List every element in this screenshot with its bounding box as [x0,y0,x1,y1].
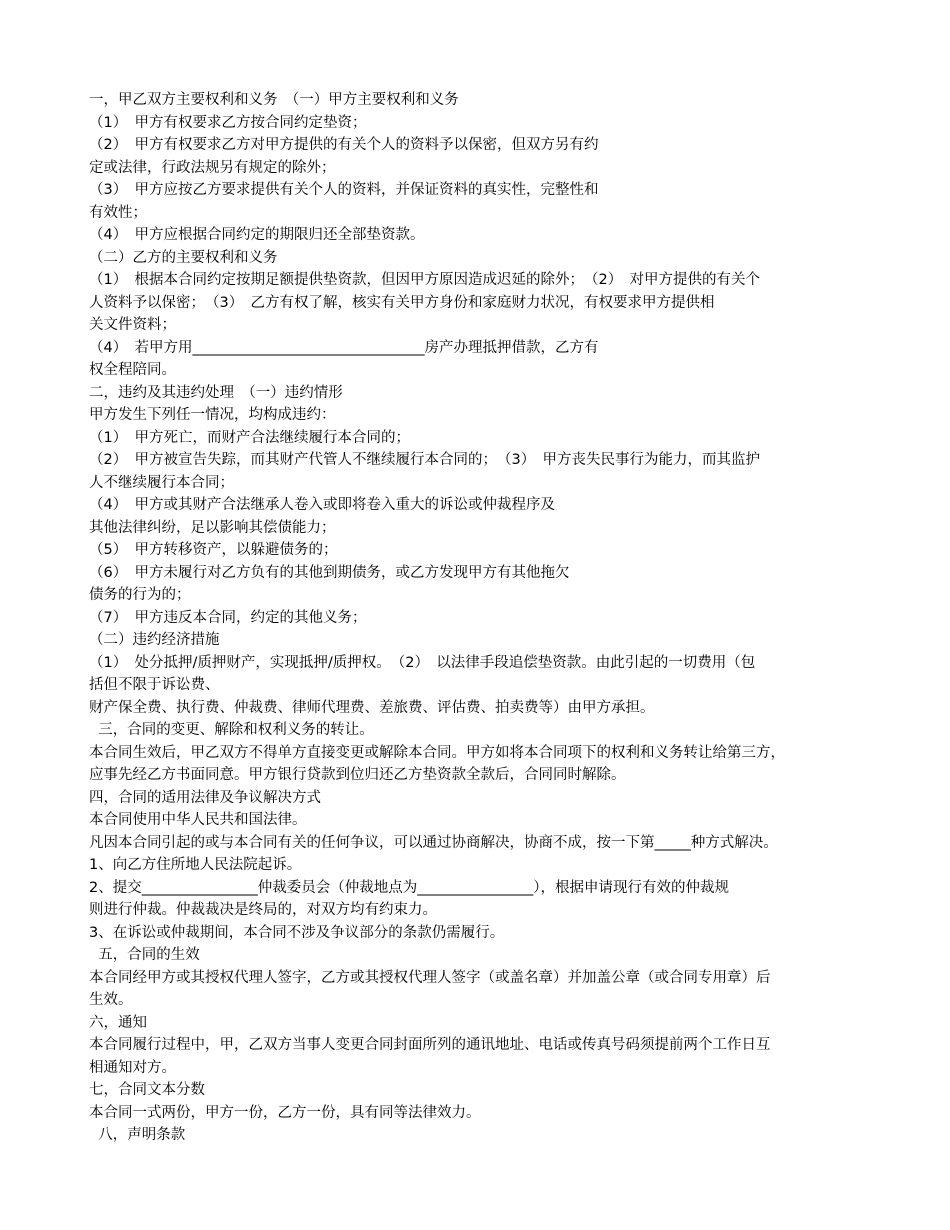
clause-line: 有效性； [89,204,147,221]
clause-line: 本合同生效后，甲乙双方不得单方直接变更或解除本合同。甲方如将本合同项下的权利和义务转让给第三方， [89,744,785,761]
clause-line: （7） 甲方违反本合同，约定的其他义务； [89,609,367,626]
clause-line: 本合同履行过程中，甲，乙双方当事人变更合同封面所列的通讯地址、电话或传真号码须提前两个工作日互 [89,1037,771,1053]
clause-line: （2） 甲方有权要求乙方对甲方提供的有关个人的资料予以保密，但双方另有约 [89,137,599,153]
clause-line: 应事先经乙方书面同意。甲方银行贷款到位归还乙方垫资款全款后，合同同时解除。 [89,767,626,783]
clause-line: （2） 甲方被宣告失踪，而其财产代管人不继续履行本合同的； （3） 甲方丧失民事行为能力，而其监护 [89,452,760,468]
clause-line: 1、向乙方住所地人民法院起诉。 [89,857,302,873]
clause-line: 括但不限于诉讼费、 [89,677,220,693]
section-heading: 一，甲乙双方主要权利和义务 （一）甲方主要权利和义务 [89,92,459,108]
clause-line: 人不继续履行本合同； [89,474,234,491]
clause-line: （6） 甲方未履行对乙方负有的其他到期债务，或乙方发现甲方有其他拖欠 [89,564,570,581]
clause-line: （1） 处分抵押/质押财产，实现抵押/质押权。 （2） 以法律手段追偿垫资款。由此引起的一切费用（包 [89,654,756,671]
clause-line: （1） 根据本合同约定按期足额提供垫资款，但因甲方原因造成迟延的除外； （2） 对甲方提供的有关个 [89,272,760,288]
clause-line: 则进行仲裁。仲裁裁决是终局的，对双方均有约束力。 [89,902,437,918]
clause-line: 2、提交________________仲裁委员会（仲裁地点为________________），根据申请现行有效的仲裁规 [89,879,729,896]
clause-line: 关文件资料； [89,317,176,333]
clause-line: （4） 若甲方用________________________________房产办理抵押借款，乙方有 [89,339,599,356]
clause-line: 财产保全费、执行费、仲裁费、律师代理费、差旅费、评估费、拍卖费等）由甲方承担。 [89,699,655,716]
clause-line: （3） 甲方应按乙方要求提供有关个人的资料，并保证资料的真实性，完整性和 [89,182,599,198]
section-heading: 八，声明条款 [89,1127,186,1143]
contract-document [89,89,869,1147]
section-heading: 六，通知 [89,1014,147,1031]
clause-line: （5） 甲方转移资产，以躲避债务的； [89,542,338,558]
section-heading: 二，违约及其违约处理 （一）违约情形 [89,384,343,401]
clause-line: 3、在诉讼或仲裁期间，本合同不涉及争议部分的条款仍需履行。 [89,924,505,941]
clause-line: 生效。 [89,992,133,1008]
clause-line: 本合同经甲方或其授权代理人签字，乙方或其授权代理人签字（或盖名章）并加盖公章（或合同专用章）后 [89,969,771,986]
section-heading: 七，合同文本分数 [89,1082,205,1098]
clause-line: 相通知对方。 [89,1059,176,1076]
clause-line: （1） 甲方有权要求乙方按合同约定垫资； [89,114,367,131]
clause-line: 凡因本合同引起的或与本合同有关的任何争议，可以通过协商解决，协商不成，按一下第_____种方式解决。 [89,834,778,851]
section-heading: 五，合同的生效 [89,947,200,963]
clause-line: 债务的行为的； [89,587,191,603]
subsection-heading: （二）乙方的主要权利和义务 [89,249,278,266]
clause-line: 本合同一式两份，甲方一份，乙方一份，具有同等法律效力。 [89,1104,481,1121]
clause-line: 人资料予以保密； （3） 乙方有权了解，核实有关甲方身份和家庭财力状况，有权要求甲方提供相 [89,294,715,311]
clause-line: 本合同使用中华人民共和国法律。 [89,812,307,828]
clause-line: 甲方发生下列任一情况，均构成违约： [89,407,336,423]
clause-line: 权全程陪同。 [89,362,176,378]
section-heading: 四，合同的适用法律及争议解决方式 [89,789,321,806]
clause-line: （1） 甲方死亡，而财产合法继续履行本合同的； [89,429,410,446]
section-heading: 三，合同的变更、解除和权利义务的转让。 [89,722,374,738]
subsection-heading: （二）违约经济措施 [89,632,220,648]
clause-line: 定或法律，行政法规另有规定的除外； [89,159,336,176]
clause-line: （4） 甲方或其财产合法继承人卷入或即将卷入重大的诉讼或仲裁程序及 [89,497,555,513]
clause-line: 其他法律纠纷，足以影响其偿债能力； [89,519,336,536]
clause-line: （4） 甲方应根据合同约定的期限归还全部垫资款。 [89,227,425,243]
